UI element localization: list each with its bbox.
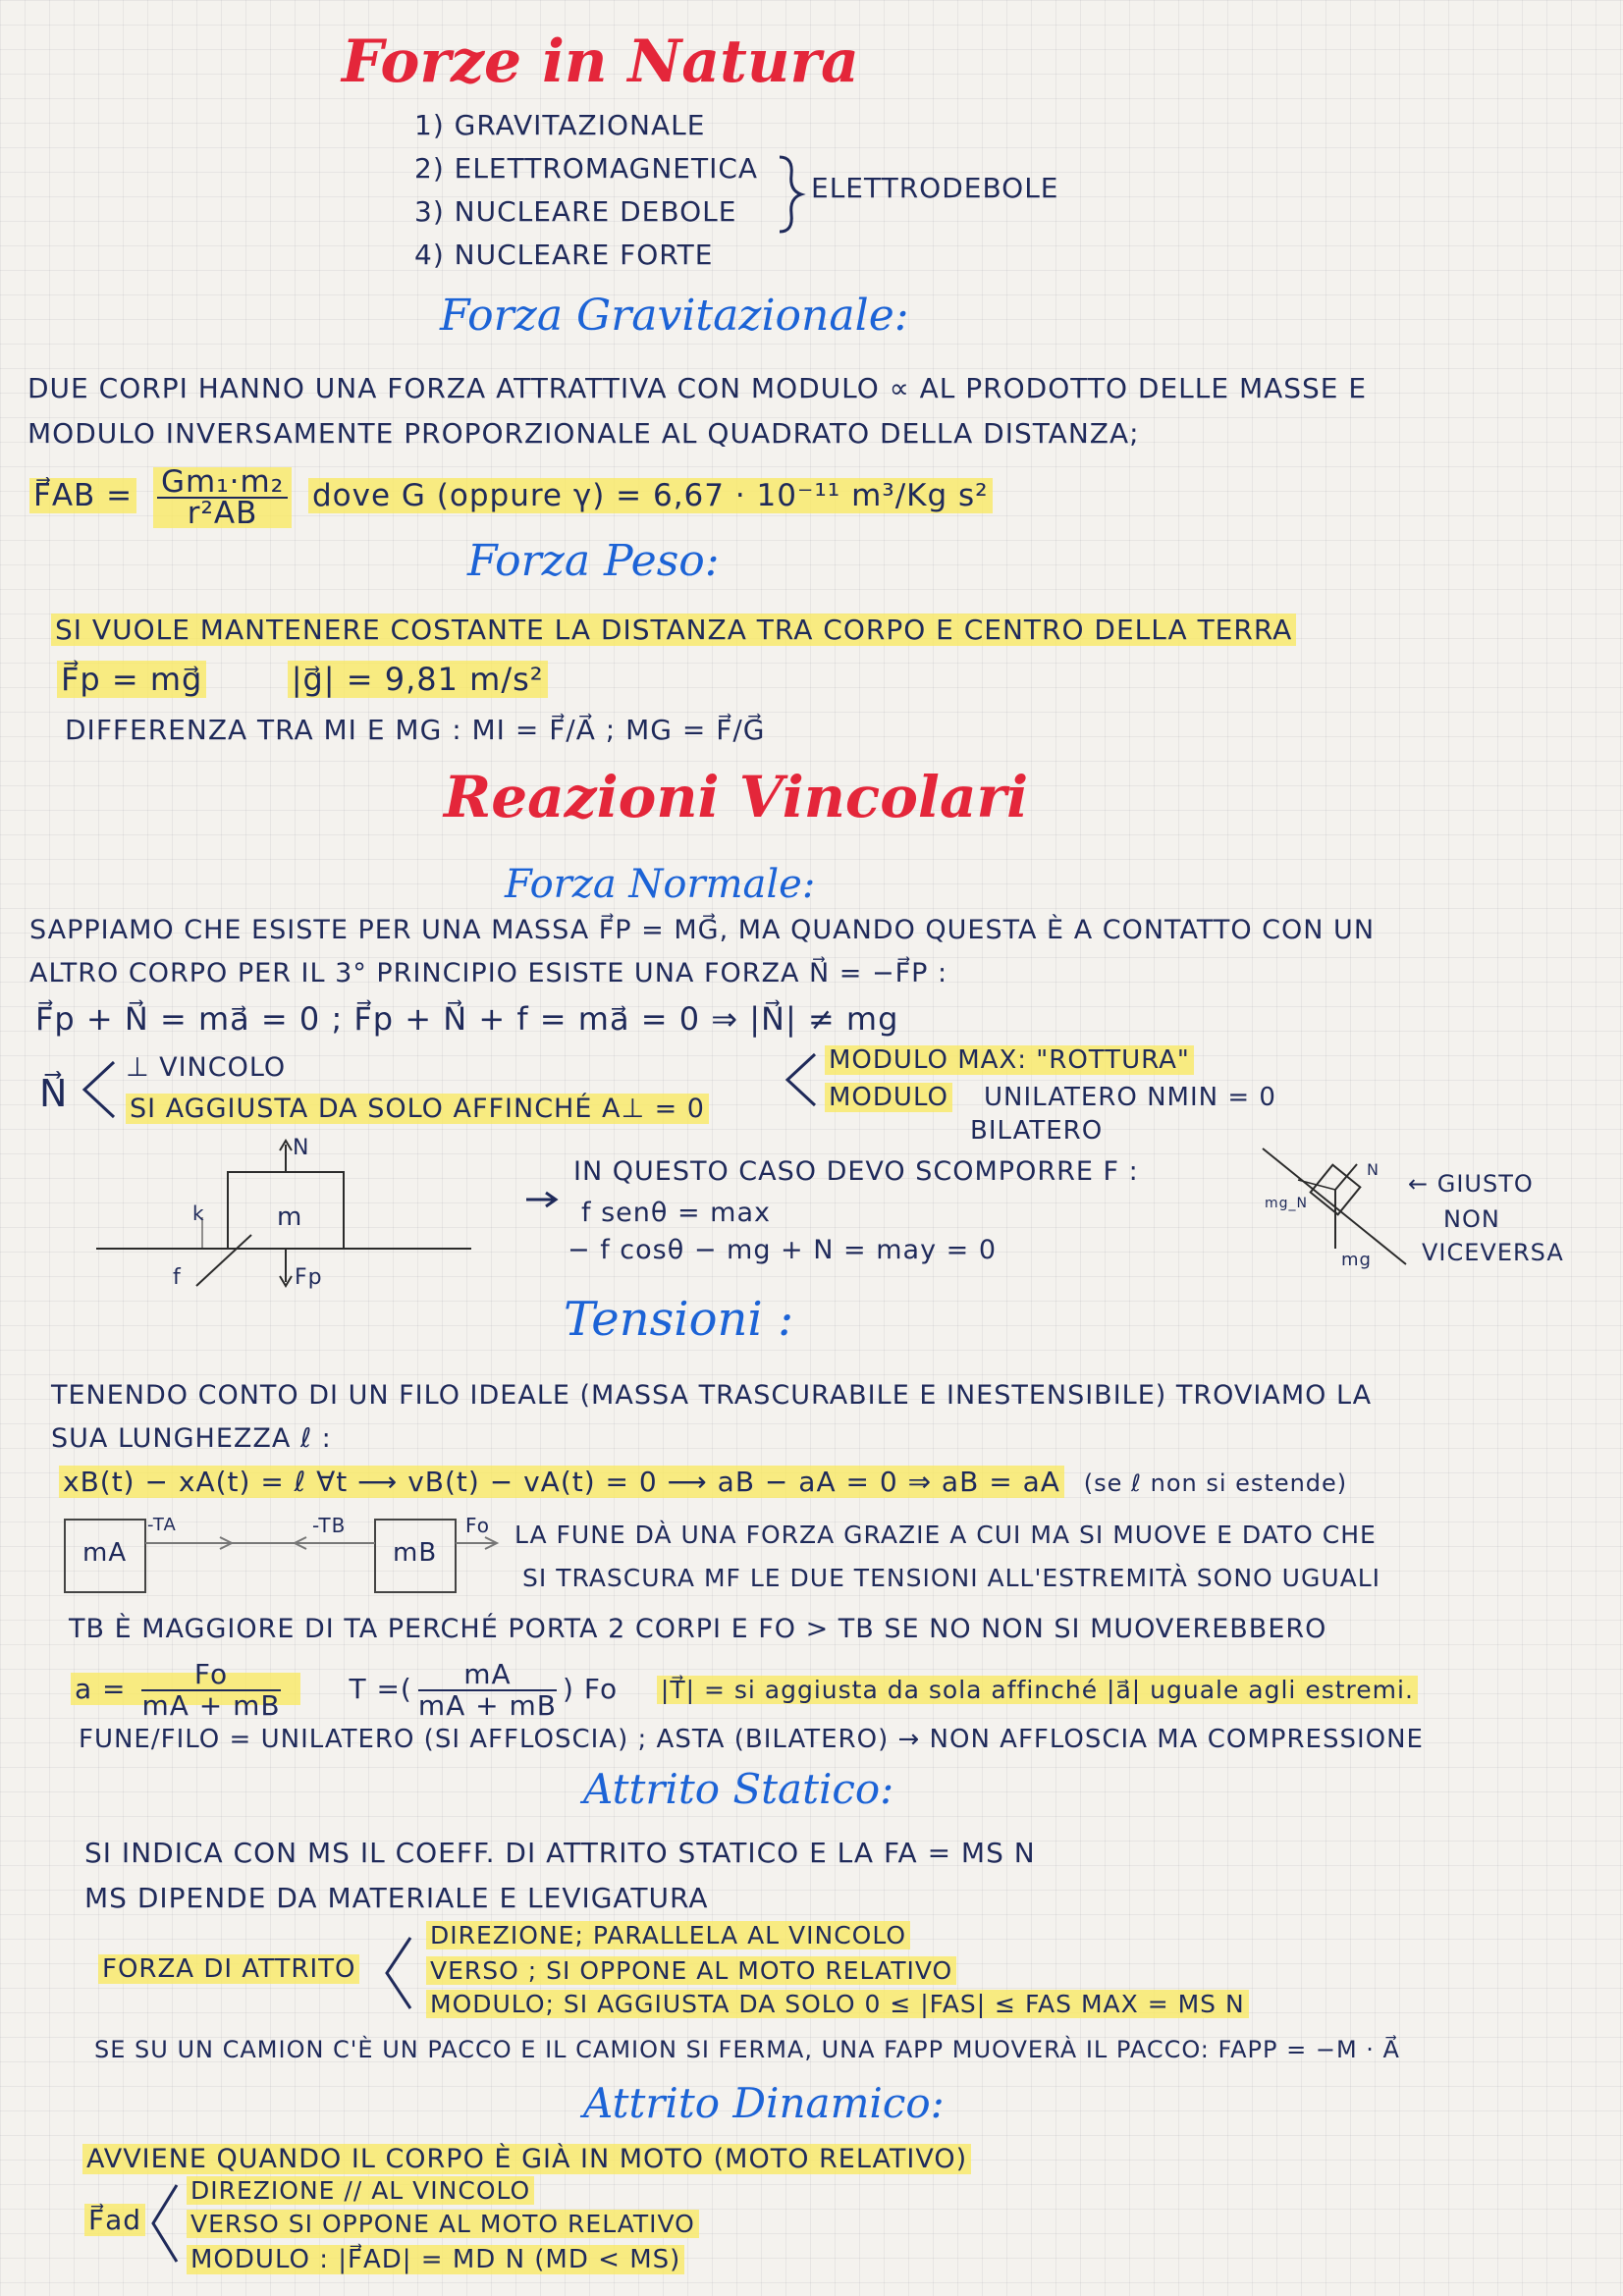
heading-dynamic-friction: Attrito Dinamico: bbox=[583, 2079, 945, 2127]
brace-icon bbox=[776, 155, 805, 234]
ta-label: -TA bbox=[147, 1515, 177, 1535]
fo-label: Fo bbox=[465, 1514, 491, 1537]
weight-formula-g: |g⃗| = 9,81 m/s² bbox=[288, 661, 548, 698]
incline-mg-label: mg bbox=[1341, 1250, 1372, 1270]
heading-static-friction: Attrito Statico: bbox=[583, 1765, 894, 1813]
heading-tensions: Tensioni : bbox=[564, 1292, 794, 1347]
weight-line-3: DIFFERENZA TRA MI E MG : MI = F⃗/A⃗ ; MG = F⃗/G⃗ bbox=[65, 714, 766, 746]
normal-line-3: F⃗p + N⃗ = ma⃗ = 0 ; F⃗p + N⃗ + f = ma⃗ = 0 ⇒ |N⃗| ≠ mg bbox=[35, 1000, 899, 1038]
tension-line-3: xB(t) − xA(t) = ℓ ∀t ⟶ vB(t) − vA(t) = 0 ⟶ aB − aA = 0 ⇒ aB = aA (se ℓ non si estende) bbox=[59, 1463, 1347, 1503]
tb-label: -TB bbox=[312, 1514, 347, 1537]
t-formula: T =( $\frac{mA}{mA + mB}$ ) Fo bbox=[349, 1658, 619, 1722]
incline-n-label: N bbox=[1367, 1160, 1380, 1179]
bracket-icon-2 bbox=[782, 1050, 821, 1109]
bracket-icon bbox=[79, 1056, 118, 1125]
diagram-n-label: N bbox=[293, 1136, 310, 1160]
force-item-gravitational: 1) GRAVITAZIONALE bbox=[414, 109, 706, 141]
t-fraction: $\frac{mA}{mA + mB}$ bbox=[417, 1658, 558, 1722]
tension-formulas bbox=[71, 1655, 1418, 1724]
weight-line-1: SI VUOLE MANTENERE COSTANTE LA DISTANZA TRA CORPO E CENTRO DELLA TERRA bbox=[51, 611, 1296, 650]
weight-formulas bbox=[57, 660, 548, 699]
static-opt-3: MODULO; SI AGGIUSTA DA SOLO 0 ≤ |FAS| ≤ FAS MAX = ΜS N bbox=[426, 1985, 1249, 2024]
heading-weight: Forza Peso: bbox=[467, 536, 720, 586]
giusto-label: ← GIUSTO bbox=[1408, 1170, 1534, 1198]
grav-formula-lhs: F⃗AB = bbox=[29, 478, 136, 513]
bilatero-label: BILATERO bbox=[970, 1116, 1104, 1146]
bracket-icon-4 bbox=[147, 2181, 183, 2266]
case-line-3: − f cosθ − mg + N = may = 0 bbox=[568, 1235, 998, 1265]
static-line-2: ΜS DIPENDE DA MATERIALE E LEVIGATURA bbox=[84, 1882, 709, 1914]
fad-symbol: F⃗ad bbox=[84, 2201, 145, 2240]
box-b-label: mB bbox=[393, 1538, 438, 1568]
grav-formula bbox=[29, 461, 993, 530]
static-line-1: SI INDICA CON ΜS IL COEFF. DI ATTRITO STATICO E LA FA = ΜS N bbox=[84, 1837, 1036, 1869]
t-note: |T⃗| = si aggiusta da sola affinché |a⃗| uguale agli estremi. bbox=[657, 1676, 1418, 1704]
static-opt-1: DIREZIONE; PARALLELA AL VINCOLO bbox=[426, 1916, 910, 1955]
tension-line-5: TB È MAGGIORE DI TA PERCHÉ PORTA 2 CORPI E FO > TB SE NO NON SI MUOVEREBBERO bbox=[69, 1614, 1327, 1644]
modulo-max: MODULO MAX: "ROTTURA" bbox=[825, 1041, 1194, 1080]
grav-formula-den: r²AB bbox=[187, 495, 258, 531]
tension-line-1: TENENDO CONTO DI UN FILO IDEALE (MASSA TRASCURABILE E INESTENSIBILE) TROVIAMO LA bbox=[51, 1380, 1373, 1411]
a-fraction: $\frac{Fo}{mA + mB}$ bbox=[141, 1658, 281, 1722]
two-blocks-diagram bbox=[63, 1514, 505, 1612]
case-line-1: IN QUESTO CASO DEVO SCOMPORRE F : bbox=[573, 1156, 1139, 1187]
rope-line-2: SI TRASCURA MF LE DUE TENSIONI ALL'ESTREMITÀ SONO UGUALI bbox=[522, 1564, 1381, 1592]
n-symbol: N⃗ bbox=[39, 1072, 69, 1115]
bracket-icon-3 bbox=[381, 1934, 416, 2012]
grav-line-2: MODULO INVERSAMENTE PROPORZIONALE AL QUADRATO DELLA DISTANZA; bbox=[27, 417, 1140, 450]
grav-formula-fraction bbox=[153, 463, 292, 531]
diagram-m-label: m bbox=[277, 1202, 303, 1232]
force-item-weak: 3) NUCLEARE DEBOLE bbox=[414, 195, 737, 228]
dynamic-line-1: AVVIENE QUANDO IL CORPO È GIÀ IN MOTO (MOTO RELATIVO) bbox=[82, 2140, 971, 2179]
heading-reactions: Reazioni Vincolari bbox=[444, 764, 1029, 830]
normal-line-2: ALTRO CORPO PER IL 3° PRINCIPIO ESISTE UNA FORZA N⃗ = −F⃗P : bbox=[29, 958, 948, 988]
heading-gravitational: Forza Gravitazionale: bbox=[440, 291, 909, 341]
box-a-label: mA bbox=[82, 1538, 128, 1568]
force-item-strong: 4) NUCLEARE FORTE bbox=[414, 239, 714, 271]
friction-label: FORZA DI ATTRITO bbox=[98, 1949, 359, 1989]
diagram-k-label: k bbox=[192, 1201, 205, 1225]
rope-line-1: LA FUNE DÀ UNA FORZA GRAZIE A CUI MA SI MUOVE E DATO CHE bbox=[514, 1521, 1377, 1549]
normal-line-1: SAPPIAMO CHE ESISTE PER UNA MASSA F⃗P = MG⃗, MA QUANDO QUESTA È A CONTATTO CON UN bbox=[29, 915, 1376, 945]
unilatero-label: UNILATERO NMIN = 0 bbox=[984, 1083, 1276, 1112]
static-line-6: SE SU UN CAMION C'È UN PACCO E IL CAMION SI FERMA, UNA FAPP MUOVERÀ IL PACCO: FAPP = −M · A⃗ bbox=[94, 2036, 1400, 2063]
non-label: NON bbox=[1443, 1205, 1500, 1233]
dynamic-opt-2: VERSO SI OPPONE AL MOTO RELATIVO bbox=[187, 2205, 699, 2244]
grav-line-1: DUE CORPI HANNO UNA FORZA ATTRATTIVA CON MODULO ∝ AL PRODOTTO DELLE MASSE E bbox=[27, 372, 1368, 404]
dynamic-opt-3: MODULO : |F⃗AD| = ΜD N (ΜD < ΜS) bbox=[187, 2240, 684, 2279]
electroweak-label: ELETTRODEBOLE bbox=[811, 172, 1059, 204]
page-title: Forze in Natura bbox=[342, 27, 859, 96]
static-opt-2: VERSO ; SI OPPONE AL MOTO RELATIVO bbox=[426, 1951, 956, 1991]
tension-line-2: SUA LUNGHEZZA ℓ : bbox=[51, 1423, 332, 1454]
tension-line-7: FUNE/FILO = UNILATERO (SI AFFLOSCIA) ; ASTA (BILATERO) → NON AFFLOSCIA MA COMPRESSIONE bbox=[79, 1725, 1424, 1754]
viceversa-label: VICEVERSA bbox=[1422, 1239, 1564, 1266]
n-option-1: ⊥ VINCOLO bbox=[126, 1052, 287, 1083]
diagram-fp-label: Fp bbox=[295, 1265, 323, 1290]
diagram-f-label: f bbox=[173, 1265, 182, 1290]
a-formula: a = $\frac{Fo}{mA + mB}$ bbox=[71, 1673, 300, 1705]
case-line-2: f senθ = max bbox=[581, 1198, 772, 1228]
n-option-2: SI AGGIUSTA DA SOLO AFFINCHÉ A⊥ = 0 bbox=[126, 1090, 709, 1129]
heading-normal: Forza Normale: bbox=[505, 862, 816, 907]
weight-formula-fp: F⃗p = mg⃗ bbox=[57, 661, 206, 698]
grav-formula-num: Gm₁·m₂ bbox=[157, 467, 288, 499]
modulo-label: MODULO bbox=[825, 1078, 952, 1117]
grav-formula-rhs: dove G (oppure γ) = 6,67 · 10⁻¹¹ m³/Kg s² bbox=[308, 478, 993, 513]
dynamic-opt-1: DIREZIONE // AL VINCOLO bbox=[187, 2171, 534, 2211]
force-item-electromagnetic: 2) ELETTROMAGNETICA bbox=[414, 152, 759, 185]
arrow-right-icon bbox=[524, 1190, 560, 1209]
incline-mgy-label: mg_N bbox=[1265, 1196, 1308, 1211]
